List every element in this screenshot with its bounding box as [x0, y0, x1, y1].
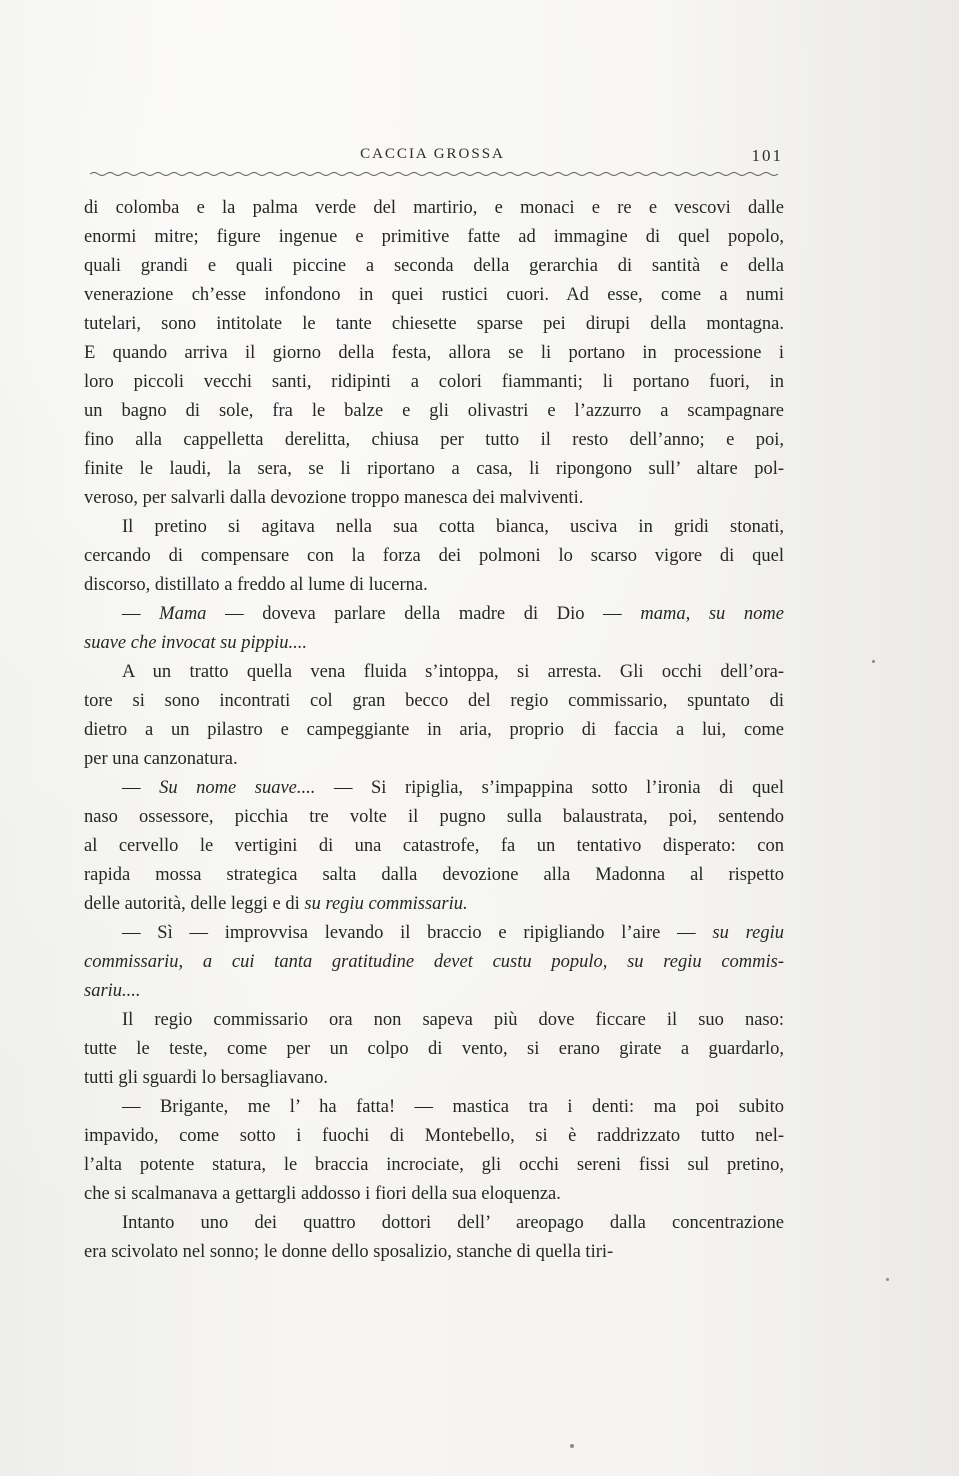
- text-run: l’alta potente statura, le braccia incrociate, gli occhi sereni fissi sul pretino,: [84, 1155, 784, 1175]
- text-run: loro piccoli vecchi santi, ridipinti a colori fiammanti; li portano fuori, in: [84, 372, 784, 392]
- text-line: [84, 310, 784, 339]
- text-run: un bagno di sole, fra le balze e gli olivastri e l’azzurro a scampagnare: [84, 401, 784, 421]
- print-speck: [886, 1278, 889, 1281]
- text-run: delle autorità, delle leggi e di: [84, 894, 305, 914]
- text-run: —: [122, 604, 160, 624]
- text-line: [84, 1209, 784, 1238]
- text-line: [84, 745, 784, 774]
- print-speck: [872, 660, 875, 663]
- text-line: [84, 513, 784, 542]
- text-run: Intanto uno dei quattro dottori dell’ areopago dalla concentrazione: [122, 1213, 784, 1233]
- body-text: [84, 194, 784, 1267]
- text-line: [84, 716, 784, 745]
- italic-text: su regiu commissariu.: [304, 894, 468, 914]
- text-run: discorso, distillato a freddo al lume di lucerna.: [84, 575, 428, 595]
- text-line: [84, 397, 784, 426]
- text-run: Il regio commissario ora non sapeva più dove ficcare il suo naso:: [122, 1010, 784, 1030]
- text-run: al cervello le vertigini di una catastrofe, fa un tentativo disperato: con: [84, 836, 784, 856]
- running-title: CACCIA GROSSA: [360, 146, 505, 162]
- text-run: Il pretino si agitava nella sua cotta bianca, usciva in gridi stonati,: [122, 517, 784, 537]
- text-line: [84, 194, 784, 223]
- text-run: finite le laudi, la sera, se li riportano a casa, li ripongono sull’ altare pol-: [84, 459, 784, 479]
- text-run: A un tratto quella vena fluida s’intoppa, si arresta. Gli occhi dell’ora-: [122, 662, 784, 682]
- text-line: [84, 948, 784, 977]
- text-line: [84, 600, 784, 629]
- text-line: [84, 1035, 784, 1064]
- text-line: [84, 1064, 784, 1093]
- text-run: fino alla cappelletta derelitta, chiusa per tutto il resto dell’anno; e poi,: [84, 430, 784, 450]
- text-run: quali grandi e quali piccine a seconda della gerarchia di santità e della: [84, 256, 784, 276]
- text-run: dietro a un pilastro e campeggiante in aria, proprio di faccia a lui, come: [84, 720, 784, 740]
- text-run: di colomba e la palma verde del martirio, e monaci e re e vescovi dalle: [84, 198, 784, 218]
- text-line: [84, 1180, 784, 1209]
- italic-text: su regiu: [712, 923, 784, 943]
- text-line: [84, 977, 784, 1006]
- text-line: [84, 1151, 784, 1180]
- text-run: tutte le teste, come per un colpo di vento, si erano girate a guardarlo,: [84, 1039, 784, 1059]
- italic-text: commissariu, a cui tanta gratitudine devet custu populo, su regiu commis-: [84, 952, 784, 972]
- italic-text: sariu....: [84, 981, 141, 1001]
- header-rule: [90, 170, 780, 178]
- text-line: [84, 455, 784, 484]
- text-line: [84, 687, 784, 716]
- text-run: naso ossessore, picchia tre volte il pugno sulla balaustrata, poi, sentendo: [84, 807, 784, 827]
- text-run: — doveva parlare della madre di Dio —: [206, 604, 641, 624]
- text-line: [84, 339, 784, 368]
- text-run: rapida mossa strategica salta dalla devozione alla Madonna al rispetto: [84, 865, 784, 885]
- text-line: [84, 861, 784, 890]
- text-run: — Si ripiglia, s’impappina sotto l’ironia di quel: [315, 778, 784, 798]
- text-run: tutti gli sguardi lo bersagliavano.: [84, 1068, 329, 1088]
- text-run: —: [122, 778, 160, 798]
- text-line: [84, 919, 784, 948]
- text-run: per una canzonatura.: [84, 749, 238, 769]
- text-line: [84, 658, 784, 687]
- italic-text: mama, su nome: [640, 604, 784, 624]
- running-head: [80, 146, 785, 170]
- print-speck: [570, 1444, 574, 1448]
- text-run: tutelari, sono intitolate le tante chiesette sparse pei dirupi della montagna.: [84, 314, 784, 334]
- text-run: — Sì — improvvisa levando il braccio e ripigliando l’aire —: [122, 923, 713, 943]
- text-line: [84, 542, 784, 571]
- text-line: [84, 281, 784, 310]
- text-line: [84, 426, 784, 455]
- text-line: [84, 774, 784, 803]
- text-run: cercando di compensare con la forza dei polmoni lo scarso vigore di quel: [84, 546, 784, 566]
- text-line: [84, 1238, 784, 1267]
- text-run: — Brigante, me l’ ha fatta! — mastica tra i denti: ma poi subito: [122, 1097, 784, 1117]
- text-line: [84, 1122, 784, 1151]
- text-line: [84, 368, 784, 397]
- italic-text: Su nome suave....: [159, 778, 316, 798]
- text-line: [84, 890, 784, 919]
- text-line: [84, 252, 784, 281]
- text-line: [84, 629, 784, 658]
- text-run: tore si sono incontrati col gran becco del regio commissario, spuntato di: [84, 691, 784, 711]
- text-line: [84, 803, 784, 832]
- text-line: [84, 832, 784, 861]
- text-run: venerazione ch’esse infondono in quei rustici cuori. Ad esse, come a numi: [84, 285, 784, 305]
- text-line: [84, 571, 784, 600]
- text-line: [84, 1006, 784, 1035]
- text-run: impavido, come sotto i fuochi di Montebello, si è raddrizzato tutto nel-: [84, 1126, 784, 1146]
- text-run: era scivolato nel sonno; le donne dello sposalizio, stanche di quella tiri-: [84, 1242, 614, 1262]
- text-run: enormi mitre; figure ingenue e primitive fatte ad immagine di quel popolo,: [84, 227, 784, 247]
- text-run: che si scalmanava a gettargli addosso i fiori della sua eloquenza.: [84, 1184, 561, 1204]
- page-number: 101: [751, 146, 783, 165]
- text-run: E quando arriva il giorno della festa, allora se li portano in processione i: [84, 343, 784, 363]
- italic-text: Mama: [159, 604, 207, 624]
- text-line: [84, 223, 784, 252]
- text-line: [84, 484, 784, 513]
- text-line: [84, 1093, 784, 1122]
- text-run: veroso, per salvarli dalla devozione troppo manesca dei malviventi.: [84, 488, 584, 508]
- italic-text: suave che invocat su pippiu....: [84, 633, 307, 653]
